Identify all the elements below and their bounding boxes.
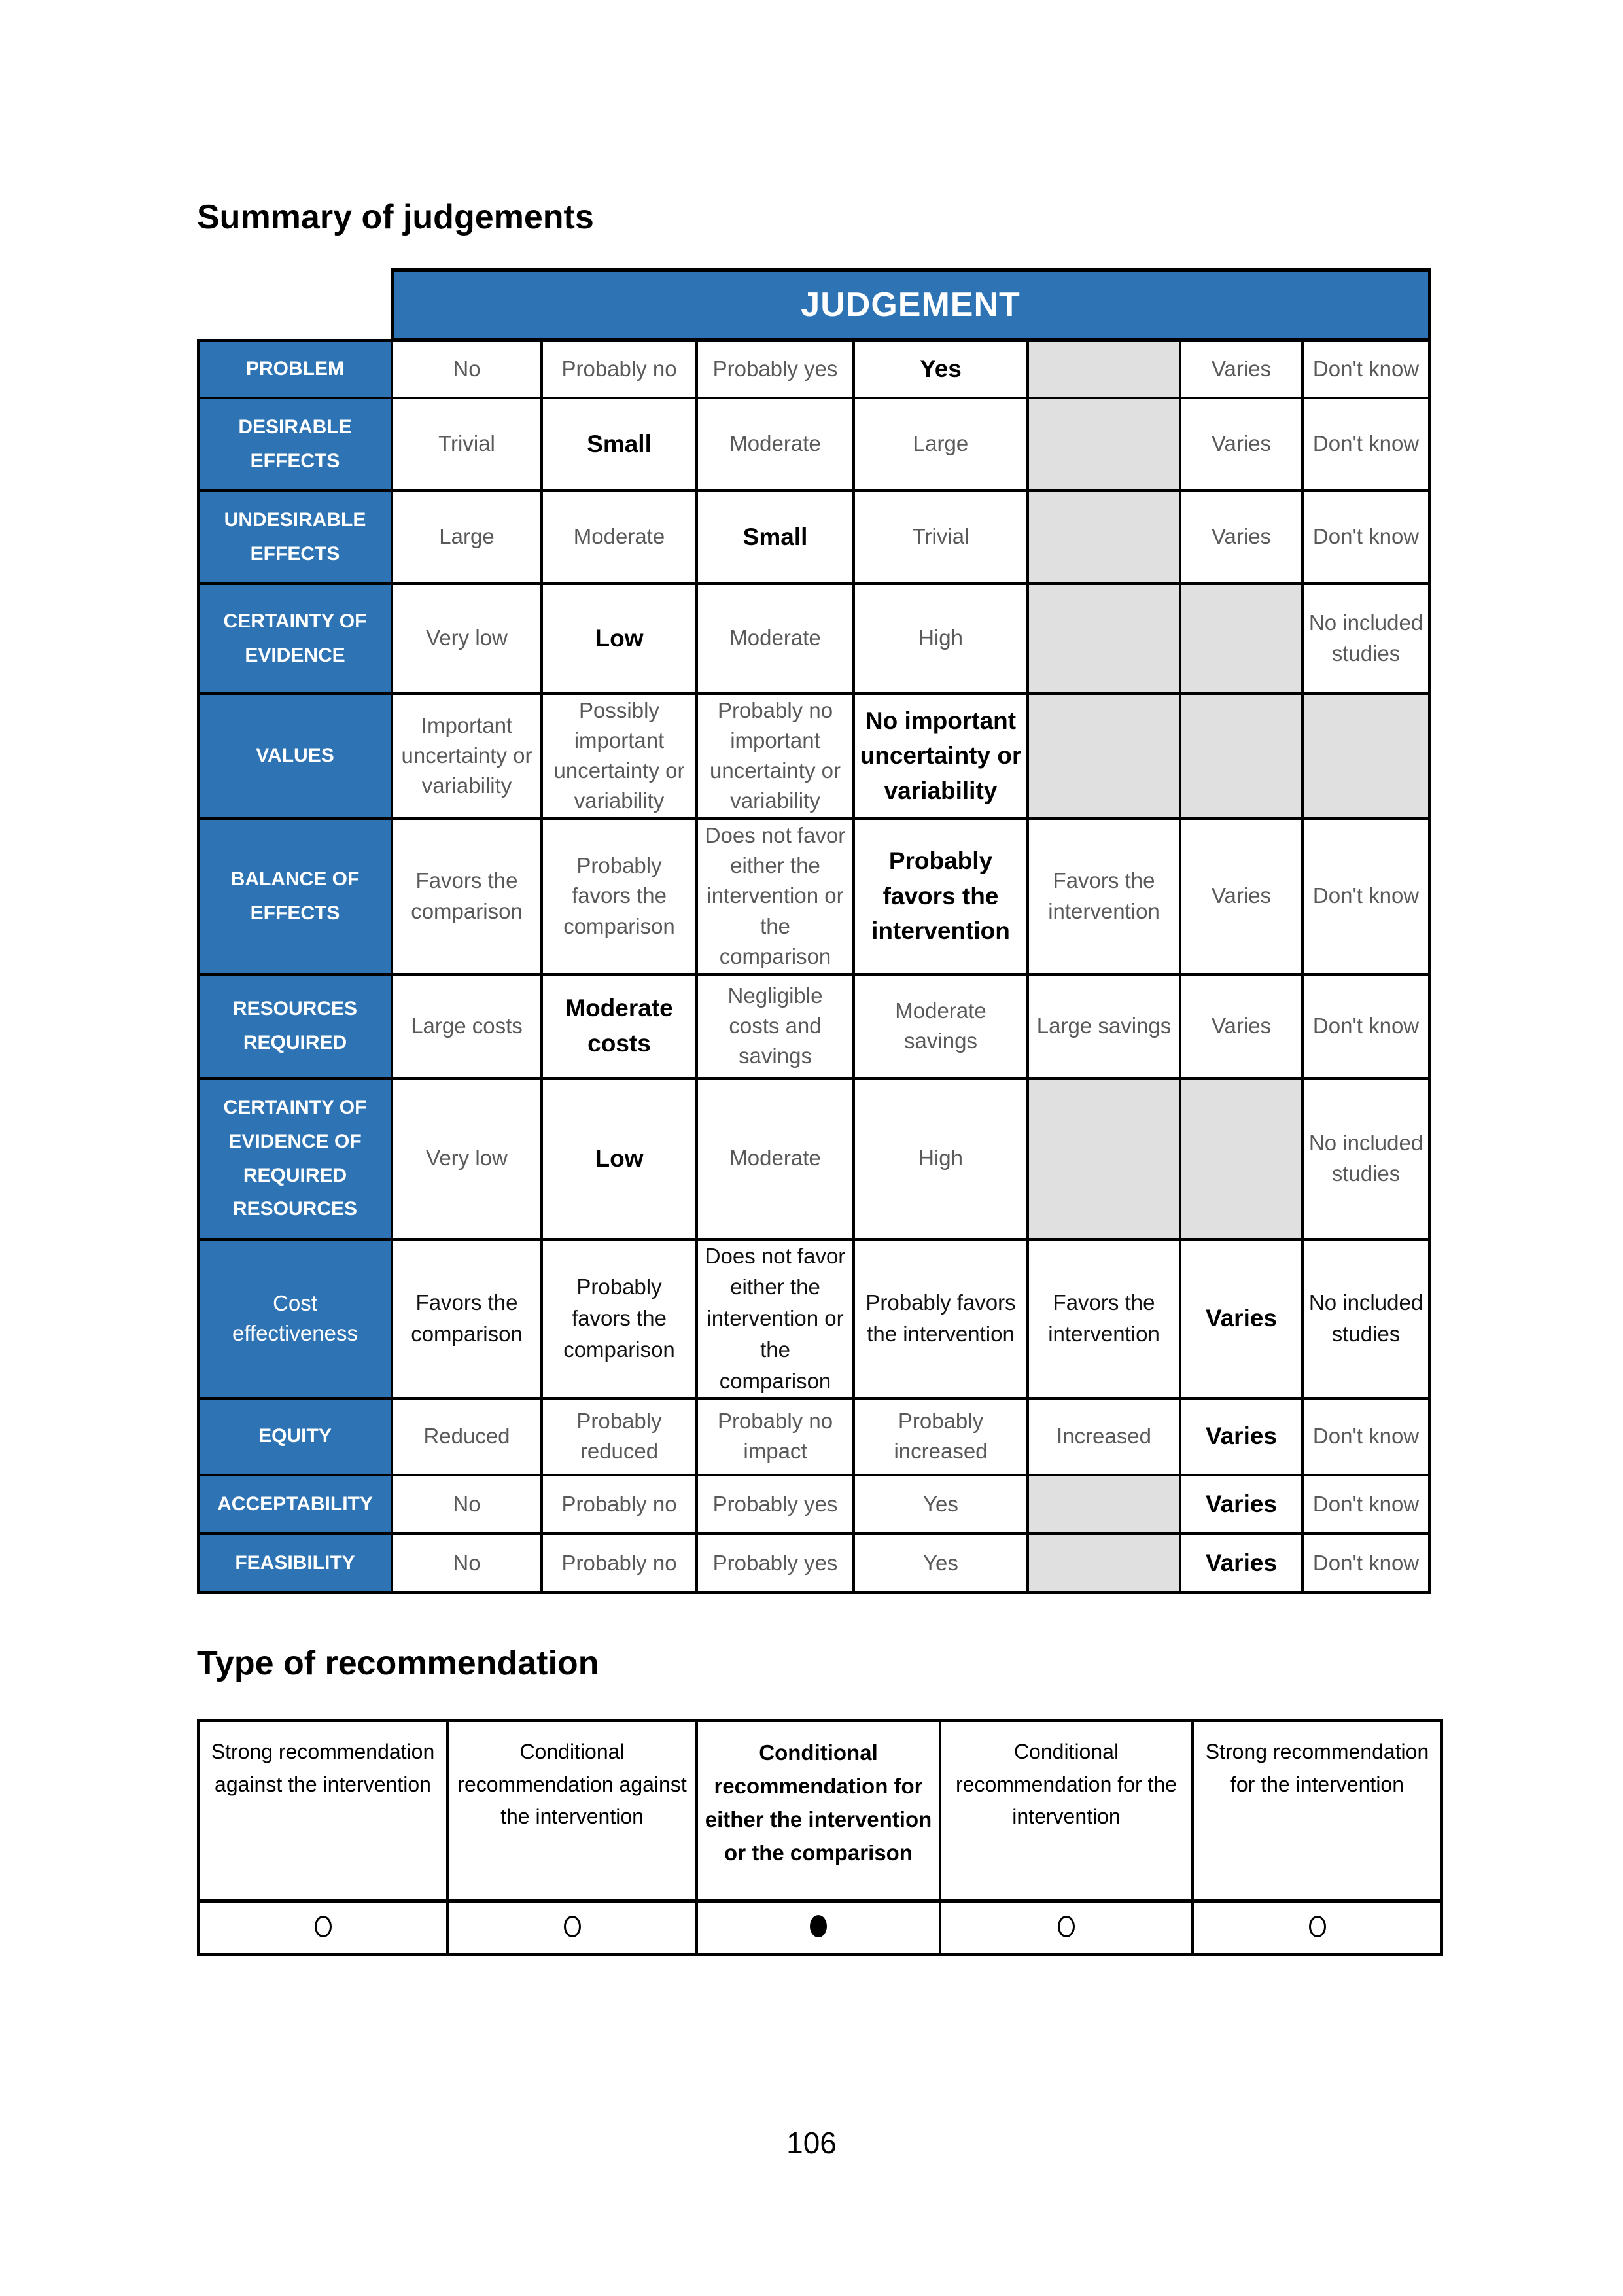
judgement-cell-blank xyxy=(1028,1534,1180,1593)
judgement-row-balance-of-effects xyxy=(198,819,1429,974)
recommendation-option-strong-recommendation-against-the-intervention: Strong recommendation against the intervention xyxy=(198,1720,447,1901)
judgement-cell: Varies xyxy=(1180,819,1302,974)
row-label-undesirable-effects: UNDESIRABLE EFFECTS xyxy=(198,491,392,584)
judgement-cell: Don't know xyxy=(1302,1475,1429,1534)
row-label-cost-effectiveness: Cost effectiveness xyxy=(198,1239,392,1398)
judgement-cell: Probably increased xyxy=(854,1398,1028,1475)
row-label-resources-required: RESOURCES REQUIRED xyxy=(198,974,392,1078)
judgement-cell: Moderate savings xyxy=(854,974,1028,1078)
type-of-recommendation-title: Type of recommendation xyxy=(197,1644,599,1682)
judgement-cell-selected: Varies xyxy=(1180,1475,1302,1534)
judgement-cell: Trivial xyxy=(854,491,1028,584)
judgement-cell: Large savings xyxy=(1028,974,1180,1078)
judgement-cell-blank xyxy=(1028,584,1180,694)
radio-unselected-icon xyxy=(564,1916,581,1937)
judgement-row-problem xyxy=(198,340,1429,398)
judgement-row-feasibility xyxy=(198,1534,1429,1593)
judgement-cell: Probably yes xyxy=(697,1475,854,1534)
judgement-cell: Favors the intervention xyxy=(1028,1239,1180,1398)
row-label-certainty-of-evidence-of-required-resources: CERTAINTY OF EVIDENCE OF REQUIRED RESOURCES xyxy=(198,1078,392,1239)
judgement-cell: Probably yes xyxy=(697,1534,854,1593)
row-label-feasibility: FEASIBILITY xyxy=(198,1534,392,1593)
judgement-cell: Probably favors the intervention xyxy=(854,1239,1028,1398)
judgement-cell-blank xyxy=(1028,491,1180,584)
judgement-cell: Negligible costs and savings xyxy=(697,974,854,1078)
judgement-cell: Yes xyxy=(854,1534,1028,1593)
judgement-cell-selected: Varies xyxy=(1180,1398,1302,1475)
judgement-cell: Probably no xyxy=(542,1534,697,1593)
judgement-cell: Don't know xyxy=(1302,398,1429,491)
judgement-cell-selected: Moderate costs xyxy=(542,974,697,1078)
judgement-cell: Increased xyxy=(1028,1398,1180,1475)
judgement-cell: Large xyxy=(392,491,542,584)
judgement-cell-blank xyxy=(1028,1078,1180,1239)
judgement-cell: Probably yes xyxy=(697,340,854,398)
judgement-row-certainty-of-evidence xyxy=(198,584,1429,694)
judgement-cell: Favors the comparison xyxy=(392,819,542,974)
judgement-cell: Don't know xyxy=(1302,974,1429,1078)
recommendation-radios-row xyxy=(198,1901,1442,1954)
judgement-cell: No included studies xyxy=(1302,584,1429,694)
judgement-cell: No xyxy=(392,1534,542,1593)
judgement-cell: Moderate xyxy=(697,1078,854,1239)
judgement-cell-selected: Low xyxy=(542,584,697,694)
judgement-cell: Probably no impact xyxy=(697,1398,854,1475)
radio-unselected-icon xyxy=(1058,1916,1075,1937)
judgement-cell: Favors the comparison xyxy=(392,1239,542,1398)
radio-unselected-icon xyxy=(315,1916,332,1937)
judgement-row-undesirable-effects xyxy=(198,491,1429,584)
judgement-cell-selected: Low xyxy=(542,1078,697,1239)
judgement-row-cost-effectiveness xyxy=(198,1239,1429,1398)
recommendation-labels-row xyxy=(198,1720,1442,1901)
judgement-table-corner xyxy=(198,270,392,340)
judgement-cell-selected: Varies xyxy=(1180,1534,1302,1593)
row-label-values: VALUES xyxy=(198,694,392,819)
judgement-cell-blank xyxy=(1028,694,1180,819)
judgement-cell-selected: Probably favors the intervention xyxy=(854,819,1028,974)
row-label-certainty-of-evidence: CERTAINTY OF EVIDENCE xyxy=(198,584,392,694)
recommendation-radio-cell xyxy=(940,1901,1193,1954)
judgement-row-acceptability xyxy=(198,1475,1429,1534)
judgement-cell-selected: Small xyxy=(697,491,854,584)
summary-of-judgements-title: Summary of judgements xyxy=(197,198,594,236)
row-label-desirable-effects: DESIRABLE EFFECTS xyxy=(198,398,392,491)
judgement-cell: Probably reduced xyxy=(542,1398,697,1475)
judgement-cell: Very low xyxy=(392,1078,542,1239)
judgement-cell: Yes xyxy=(854,1475,1028,1534)
judgement-cell: Probably favors the comparison xyxy=(542,1239,697,1398)
judgement-row-certainty-of-evidence-of-required-resources xyxy=(198,1078,1429,1239)
radio-unselected-icon xyxy=(1309,1916,1326,1937)
judgement-cell: No included studies xyxy=(1302,1078,1429,1239)
judgement-cell: High xyxy=(854,584,1028,694)
row-label-balance-of-effects: BALANCE OF EFFECTS xyxy=(198,819,392,974)
judgement-cell-blank xyxy=(1180,584,1302,694)
recommendation-table xyxy=(197,1719,1443,1956)
judgement-cell: Probably favors the comparison xyxy=(542,819,697,974)
judgement-row-resources-required xyxy=(198,974,1429,1078)
judgement-cell: Moderate xyxy=(542,491,697,584)
judgement-cell: High xyxy=(854,1078,1028,1239)
judgement-cell: Probably no important uncertainty or variability xyxy=(697,694,854,819)
judgement-cell: Probably no xyxy=(542,340,697,398)
judgement-cell-blank xyxy=(1302,694,1429,819)
judgement-cell-selected: Yes xyxy=(854,340,1028,398)
recommendation-option-conditional-recommendation-for-either-the-intervention-or-the-comparison: Conditional recommendation for either the intervention or the comparison xyxy=(697,1720,940,1901)
recommendation-radio-cell xyxy=(198,1901,447,1954)
judgement-cell-blank xyxy=(1180,694,1302,819)
judgement-row-equity xyxy=(198,1398,1429,1475)
judgement-cell: Important uncertainty or variability xyxy=(392,694,542,819)
row-label-equity: EQUITY xyxy=(198,1398,392,1475)
judgement-cell: Don't know xyxy=(1302,1398,1429,1475)
judgement-cell: Varies xyxy=(1180,491,1302,584)
judgement-cell-selected: Varies xyxy=(1180,1239,1302,1398)
judgement-cell-blank xyxy=(1028,1475,1180,1534)
judgement-cell: No xyxy=(392,340,542,398)
judgement-cell-selected: Small xyxy=(542,398,697,491)
recommendation-radio-cell xyxy=(1193,1901,1442,1954)
judgement-cell: Don't know xyxy=(1302,340,1429,398)
judgement-cell: Trivial xyxy=(392,398,542,491)
judgement-table xyxy=(197,268,1431,1594)
judgement-cell-blank xyxy=(1028,340,1180,398)
judgement-cell: No included studies xyxy=(1302,1239,1429,1398)
recommendation-option-conditional-recommendation-against-the-intervention: Conditional recommendation against the intervention xyxy=(447,1720,697,1901)
judgement-cell: Moderate xyxy=(697,398,854,491)
judgement-cell: Varies xyxy=(1180,398,1302,491)
judgement-cell: Possibly important uncertainty or variability xyxy=(542,694,697,819)
judgement-cell: Probably no xyxy=(542,1475,697,1534)
judgement-cell: Moderate xyxy=(697,584,854,694)
judgement-row-desirable-effects xyxy=(198,398,1429,491)
radio-selected-icon xyxy=(810,1915,827,1937)
judgement-cell: Large xyxy=(854,398,1028,491)
recommendation-radio-cell xyxy=(697,1901,940,1954)
recommendation-option-conditional-recommendation-for-the-intervention: Conditional recommendation for the intervention xyxy=(940,1720,1193,1901)
judgement-cell: Don't know xyxy=(1302,819,1429,974)
row-label-problem: PROBLEM xyxy=(198,340,392,398)
judgement-cell: Large costs xyxy=(392,974,542,1078)
row-label-acceptability: ACCEPTABILITY xyxy=(198,1475,392,1534)
judgement-row-values xyxy=(198,694,1429,819)
judgement-cell: Very low xyxy=(392,584,542,694)
judgement-cell: Varies xyxy=(1180,340,1302,398)
judgement-header: JUDGEMENT xyxy=(392,270,1429,340)
judgement-cell: Favors the intervention xyxy=(1028,819,1180,974)
judgement-cell: Reduced xyxy=(392,1398,542,1475)
recommendation-radio-cell xyxy=(447,1901,697,1954)
judgement-cell: Don't know xyxy=(1302,1534,1429,1593)
judgement-cell-blank xyxy=(1180,1078,1302,1239)
judgement-cell: Don't know xyxy=(1302,491,1429,584)
recommendation-option-strong-recommendation-for-the-intervention: Strong recommendation for the intervention xyxy=(1193,1720,1442,1901)
judgement-cell: Varies xyxy=(1180,974,1302,1078)
judgement-cell-blank xyxy=(1028,398,1180,491)
judgement-cell: Does not favor either the intervention or the comparison xyxy=(697,819,854,974)
page-number: 106 xyxy=(786,2126,837,2160)
judgement-cell: Does not favor either the intervention or the comparison xyxy=(697,1239,854,1398)
judgement-cell-selected: No important uncertainty or variability xyxy=(854,694,1028,819)
judgement-header-row xyxy=(198,270,1429,340)
judgement-cell: No xyxy=(392,1475,542,1534)
